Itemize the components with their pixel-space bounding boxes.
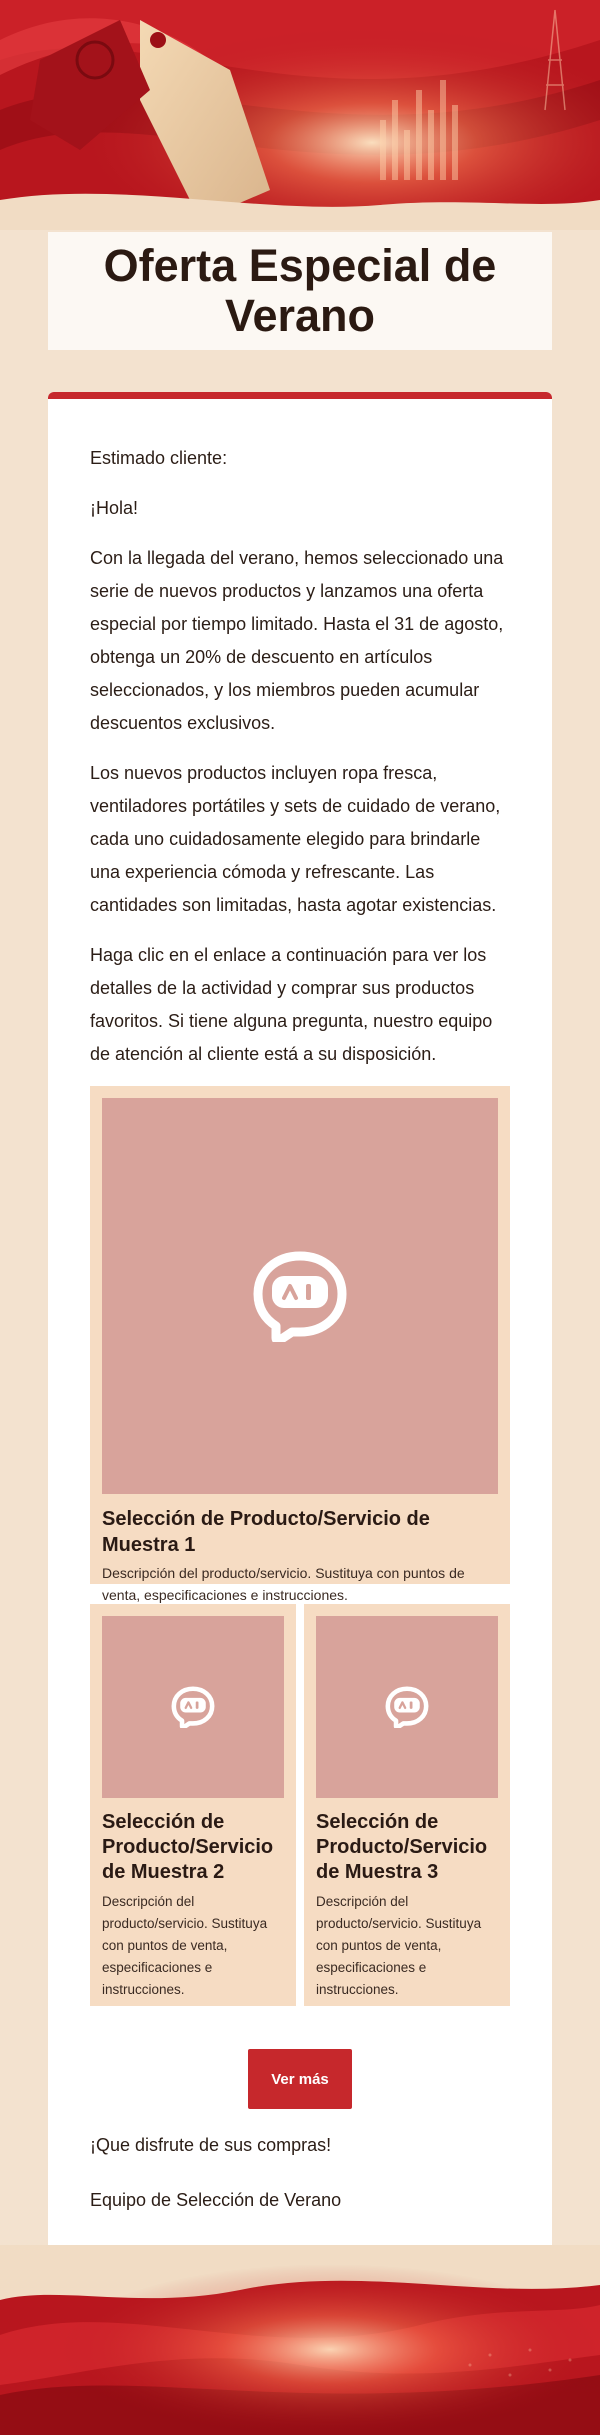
closing-text: ¡Que disfrute de sus compras! — [90, 2135, 332, 2155]
robot-chat-icon — [250, 1250, 350, 1342]
message-card — [48, 392, 552, 2275]
product-image-placeholder — [316, 1616, 498, 1798]
product-description: Descripción del producto/servicio. Sustituya con puntos de venta, especificaciones e instrucciones. — [102, 1565, 465, 1603]
card-accent-bar — [48, 392, 552, 399]
product-card-2[interactable] — [90, 1604, 296, 2006]
product-image-placeholder — [102, 1098, 498, 1494]
hero-banner-top — [0, 0, 600, 230]
title-box — [48, 232, 552, 350]
hero-banner-bottom — [0, 2245, 600, 2435]
see-more-button[interactable]: Ver más — [248, 2049, 352, 2109]
product-title: Selección de Producto/Servicio de Muestra 3 — [316, 1811, 488, 1883]
robot-chat-icon — [170, 1686, 216, 1728]
product-title: Selección de Producto/Servicio de Muestra 2 — [102, 1811, 274, 1883]
product-card-1[interactable] — [90, 1086, 510, 1603]
product-card-3[interactable] — [304, 1604, 510, 2006]
paragraph-call-to-action: Haga clic en el enlace a continuación para ver los detalles de la actividad y comprar sus productos favoritos. Si tiene alguna pregunta, nuestro equipo de atención al cliente está a su disposición. — [90, 945, 493, 1064]
signature-text: Equipo de Selección de Verano — [90, 2190, 342, 2210]
page-title: Oferta Especial de Verano — [103, 240, 497, 341]
greeting-text: Estimado cliente: — [90, 448, 228, 468]
product-description: Descripción del producto/servicio. Sustituya con puntos de venta, especificaciones e instrucciones. — [316, 1894, 482, 1997]
hello-text: ¡Hola! — [90, 498, 139, 518]
product-description: Descripción del producto/servicio. Sustituya con puntos de venta, especificaciones e instrucciones. — [102, 1894, 268, 1997]
paragraph-offer: Con la llegada del verano, hemos seleccionado una serie de nuevos productos y lanzamos una oferta especial por tiempo limitado. Hasta el 31 de agosto, obtenga un 20% de descuento en artículos seleccionados, y los miembros pueden acumular descuentos exclusivos. — [90, 548, 504, 733]
robot-chat-icon — [384, 1686, 430, 1728]
product-title: Selección de Producto/Servicio de Muestra 1 — [102, 1508, 430, 1556]
paragraph-products: Los nuevos productos incluyen ropa fresca, ventiladores portátiles y sets de cuidado de verano, cada uno cuidadosamente elegido para brindarle una experiencia cómoda y refrescante. Las cantidades son limitadas, hasta agotar existencias. — [90, 763, 501, 915]
message-body — [90, 442, 510, 1088]
product-image-placeholder — [102, 1616, 284, 1798]
